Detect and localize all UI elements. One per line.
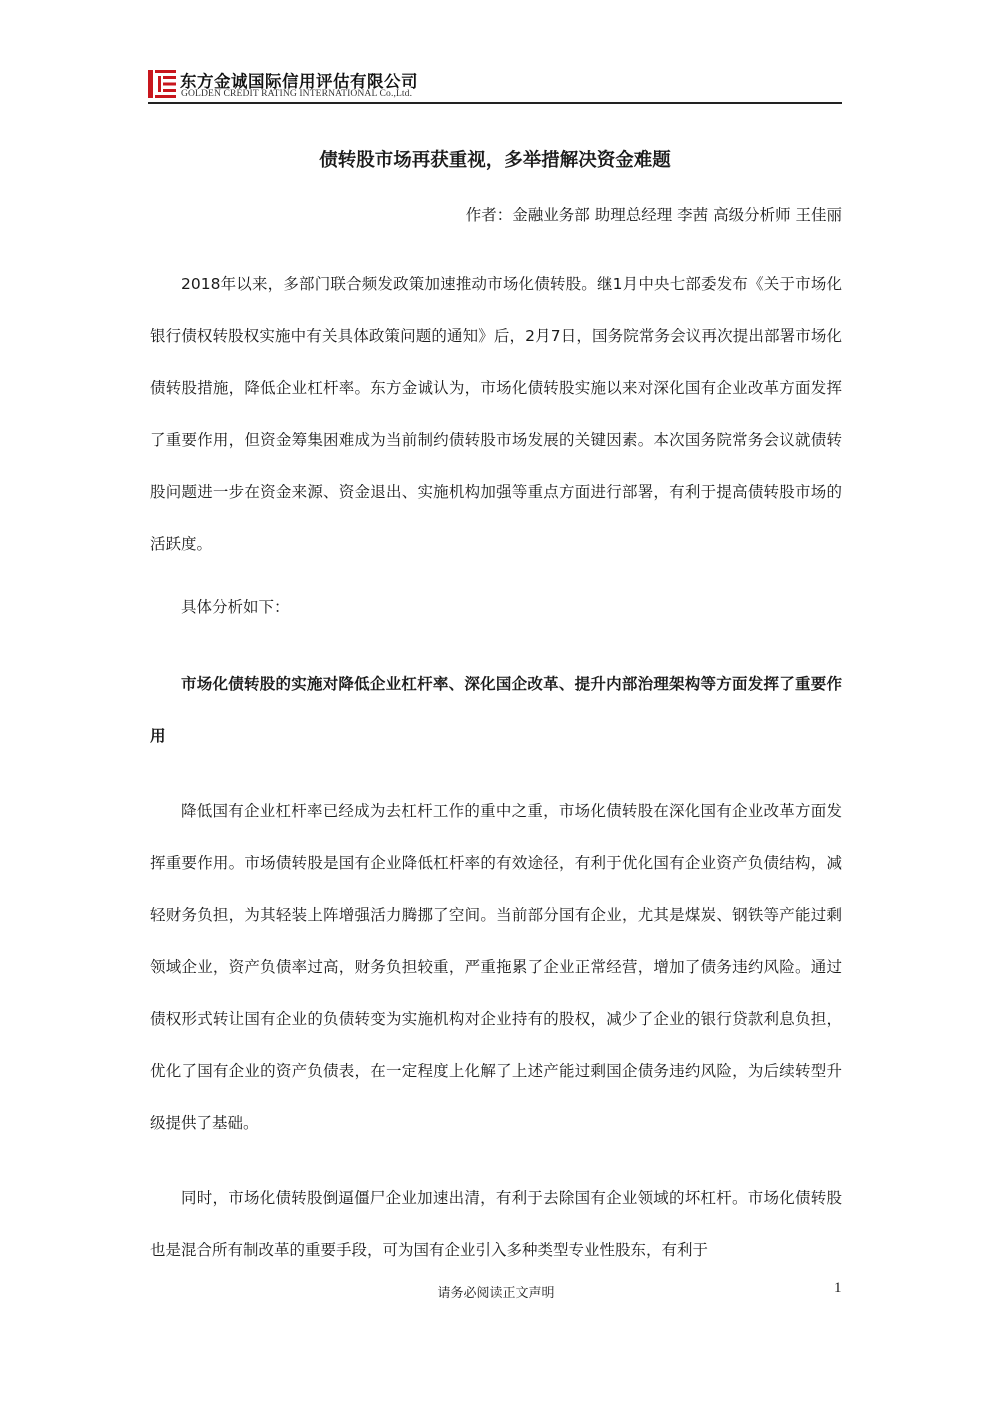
section-heading: 市场化债转股的实施对降低企业杠杆率、深化国企改革、提升内部治理架构等方面发挥了重要作用 <box>150 675 842 745</box>
company-name-en: GOLDEN CREDIT RATING INTERNATIONAL Co.,Ltd. <box>181 88 413 99</box>
page-number: 1 <box>834 1280 842 1296</box>
article-title: 债转股市场再获重视，多举措解决资金难题 <box>319 150 671 171</box>
paragraph-body-1: 降低国有企业杠杆率已经成为去杠杆工作的重中之重，市场化债转股在深化国有企业改革方面发挥重要作用。市场债转股是国有企业降低杠杆率的有效途径，有利于优化国有企业资产负债结构，减轻财务负担，为其轻装上阵增强活力腾挪了空间。当前部分国有企业，尤其是煤炭、钢铁等产能过剩领域企业，资产负债率过高，财务负担较重，严重拖累了企业正常经营，增加了债务违约风险。通过债权形式转让国有企业的负债转变为实施机构对企业持有的股权，减少了企业的银行贷款利息负担，优化了国有企业的资产负债表，在一定程度上化解了上述产能过剩国企债务违约风险，为后续转型升级提供了基础。 <box>150 802 842 1132</box>
company-logo-icon <box>148 70 176 98</box>
paragraph-intro: 2018年以来，多部门联合频发政策加速推动市场化债转股。继1月中央七部委发布《关于市场化银行债权转股权实施中有关具体政策问题的通知》后，2月7日，国务院常务会议再次提出部署市场化债转股措施，降低企业杠杆率。东方金诚认为，市场化债转股实施以来对深化国有企业改革方面发挥了重要作用，但资金筹集困难成为当前制约债转股市场发展的关键因素。本次国务院常务会议就债转股问题进一步在资金来源、资金退出、实施机构加强等重点方面进行部署，有利于提高债转股市场的活跃度。 <box>150 275 842 553</box>
footer-disclaimer: 请务必阅读正文声明 <box>437 1286 555 1301</box>
paragraph-body-2: 同时，市场化债转股倒逼僵尸企业加速出清，有利于去除国有企业领域的坏杠杆。市场化债转股也是混合所有制改革的重要手段，可为国有企业引入多种类型专业性股东，有利于 <box>150 1189 842 1259</box>
paragraph-analysis-lead: 具体分析如下： <box>181 598 290 616</box>
author-byline: 作者：金融业务部 助理总经理 李茜 高级分析师 王佳丽 <box>465 206 842 224</box>
company-name-cn: 东方金诚国际信用评估有限公司 <box>180 72 418 91</box>
page-header <box>148 68 842 102</box>
header-divider <box>148 102 842 104</box>
